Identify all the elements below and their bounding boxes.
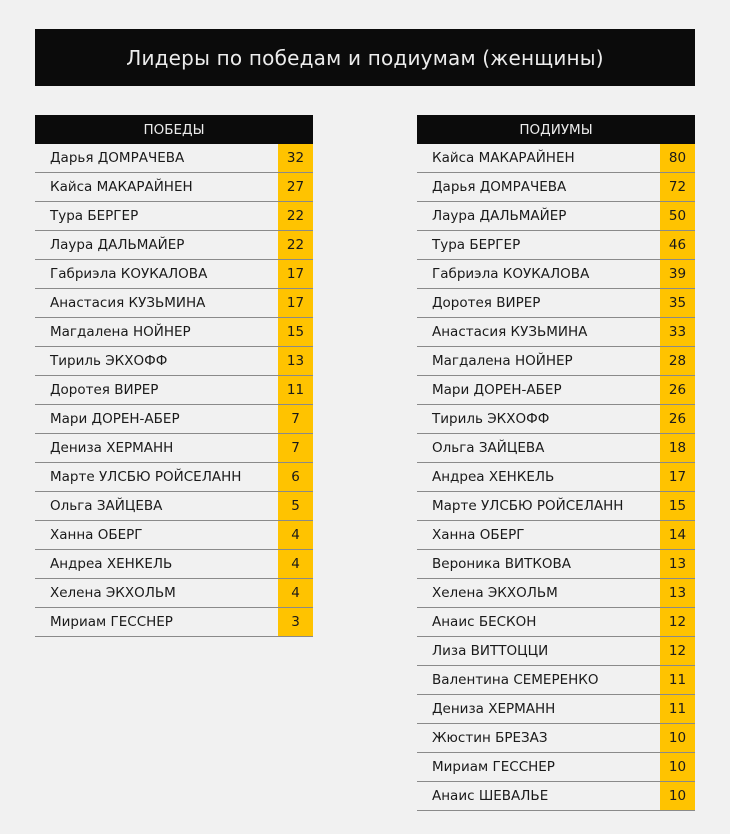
athlete-name: Дениза ХЕРМАНН: [432, 701, 556, 717]
table-row: [417, 144, 695, 173]
table-row: [417, 260, 695, 289]
athlete-name: Вероника ВИТКОВА: [432, 556, 572, 572]
athlete-name: Жюстин БРЕЗАЗ: [432, 730, 548, 746]
count-value: 12: [660, 637, 695, 665]
table-row: [417, 405, 695, 434]
athlete-name: Мари ДОРЕН-АБЕР: [432, 382, 562, 398]
table-row: [35, 434, 313, 463]
count-value: 11: [660, 666, 695, 694]
table-row: [417, 434, 695, 463]
athlete-name: Андреа ХЕНКЕЛЬ: [432, 469, 555, 485]
podiums-body: [417, 144, 695, 811]
athlete-name: Кайса МАКАРАЙНЕН: [50, 179, 193, 195]
count-value: 80: [660, 144, 695, 172]
athlete-name: Анаис БЕСКОН: [432, 614, 537, 630]
count-value: 17: [660, 463, 695, 491]
athlete-name: Габриэла КОУКАЛОВА: [432, 266, 590, 282]
table-row: [35, 405, 313, 434]
table-row: [417, 782, 695, 811]
athlete-name: Дениза ХЕРМАНН: [50, 440, 174, 456]
athlete-name: Тириль ЭКХОФФ: [432, 411, 550, 427]
count-value: 17: [278, 260, 313, 288]
count-value: 7: [278, 405, 313, 433]
athlete-name: Хелена ЭКХОЛЬМ: [432, 585, 558, 601]
count-value: 26: [660, 405, 695, 433]
athlete-name: Анаис ШЕВАЛЬЕ: [432, 788, 549, 804]
table-row: [35, 463, 313, 492]
athlete-name: Магдалена НОЙНЕР: [50, 324, 191, 340]
athlete-name: Валентина СЕМЕРЕНКО: [432, 672, 599, 688]
table-row: [417, 202, 695, 231]
table-row: [35, 260, 313, 289]
athlete-name: Мириам ГЕССНЕР: [50, 614, 173, 630]
athlete-name: Габриэла КОУКАЛОВА: [50, 266, 208, 282]
table-row: [35, 550, 313, 579]
wins-body: [35, 144, 313, 637]
count-value: 11: [278, 376, 313, 404]
count-value: 35: [660, 289, 695, 317]
table-row: [35, 231, 313, 260]
athlete-name: Хелена ЭКХОЛЬМ: [50, 585, 176, 601]
athlete-name: Дарья ДОМРАЧЕВА: [432, 179, 567, 195]
table-row: [417, 231, 695, 260]
athlete-name: Мари ДОРЕН-АБЕР: [50, 411, 180, 427]
table-row: [35, 144, 313, 173]
table-row: [417, 521, 695, 550]
table-row: [417, 318, 695, 347]
athlete-name: Доротея ВИРЕР: [432, 295, 541, 311]
athlete-name: Тура БЕРГЕР: [432, 237, 521, 253]
count-value: 22: [278, 202, 313, 230]
count-value: 10: [660, 782, 695, 810]
athlete-name: Кайса МАКАРАЙНЕН: [432, 150, 575, 166]
count-value: 10: [660, 724, 695, 752]
table-row: [417, 724, 695, 753]
count-value: 5: [278, 492, 313, 520]
table-row: [35, 289, 313, 318]
count-value: 6: [278, 463, 313, 491]
wins-table: [35, 115, 313, 637]
count-value: 4: [278, 579, 313, 607]
count-value: 3: [278, 608, 313, 636]
count-value: 13: [660, 579, 695, 607]
count-value: 15: [660, 492, 695, 520]
count-value: 26: [660, 376, 695, 404]
table-row: [417, 550, 695, 579]
count-value: 28: [660, 347, 695, 375]
count-value: 7: [278, 434, 313, 462]
table-row: [35, 521, 313, 550]
table-row: [35, 492, 313, 521]
table-row: [417, 463, 695, 492]
table-row: [417, 753, 695, 782]
athlete-name: Магдалена НОЙНЕР: [432, 353, 573, 369]
count-value: 33: [660, 318, 695, 346]
count-value: 17: [278, 289, 313, 317]
athlete-name: Марте УЛСБЮ РОЙСЕЛАНН: [432, 498, 624, 514]
athlete-name: Тириль ЭКХОФФ: [50, 353, 168, 369]
athlete-name: Ольга ЗАЙЦЕВА: [50, 498, 163, 514]
athlete-name: Андреа ХЕНКЕЛЬ: [50, 556, 173, 572]
table-row: [417, 376, 695, 405]
count-value: 46: [660, 231, 695, 259]
athlete-name: Марте УЛСБЮ РОЙСЕЛАНН: [50, 469, 242, 485]
table-row: [35, 608, 313, 637]
athlete-name: Ханна ОБЕРГ: [50, 527, 143, 543]
athlete-name: Ханна ОБЕРГ: [432, 527, 525, 543]
podiums-table: [417, 115, 695, 811]
athlete-name: Тура БЕРГЕР: [50, 208, 139, 224]
count-value: 4: [278, 550, 313, 578]
athlete-name: Мириам ГЕССНЕР: [432, 759, 555, 775]
table-row: [417, 289, 695, 318]
table-row: [417, 695, 695, 724]
table-row: [417, 637, 695, 666]
count-value: 39: [660, 260, 695, 288]
count-value: 13: [660, 550, 695, 578]
athlete-name: Ольга ЗАЙЦЕВА: [432, 440, 545, 456]
count-value: 4: [278, 521, 313, 549]
count-value: 13: [278, 347, 313, 375]
wins-header: ПОБЕДЫ: [35, 115, 313, 144]
table-row: [35, 318, 313, 347]
table-row: [417, 608, 695, 637]
athlete-name: Лаура ДАЛЬМАЙЕР: [432, 208, 567, 224]
table-row: [35, 347, 313, 376]
page-title: Лидеры по победам и подиумам (женщины): [35, 29, 695, 86]
athlete-name: Лаура ДАЛЬМАЙЕР: [50, 237, 185, 253]
athlete-name: Лиза ВИТТОЦЦИ: [432, 643, 549, 659]
count-value: 72: [660, 173, 695, 201]
table-row: [417, 173, 695, 202]
table-row: [417, 666, 695, 695]
count-value: 32: [278, 144, 313, 172]
athlete-name: Дарья ДОМРАЧЕВА: [50, 150, 185, 166]
count-value: 27: [278, 173, 313, 201]
count-value: 12: [660, 608, 695, 636]
athlete-name: Анастасия КУЗЬМИНА: [50, 295, 206, 311]
table-row: [35, 173, 313, 202]
table-row: [35, 202, 313, 231]
podiums-header: ПОДИУМЫ: [417, 115, 695, 144]
table-row: [35, 579, 313, 608]
table-row: [417, 492, 695, 521]
count-value: 11: [660, 695, 695, 723]
count-value: 50: [660, 202, 695, 230]
count-value: 18: [660, 434, 695, 462]
count-value: 14: [660, 521, 695, 549]
table-row: [417, 579, 695, 608]
count-value: 15: [278, 318, 313, 346]
athlete-name: Доротея ВИРЕР: [50, 382, 159, 398]
table-row: [35, 376, 313, 405]
count-value: 22: [278, 231, 313, 259]
athlete-name: Анастасия КУЗЬМИНА: [432, 324, 588, 340]
table-row: [417, 347, 695, 376]
count-value: 10: [660, 753, 695, 781]
